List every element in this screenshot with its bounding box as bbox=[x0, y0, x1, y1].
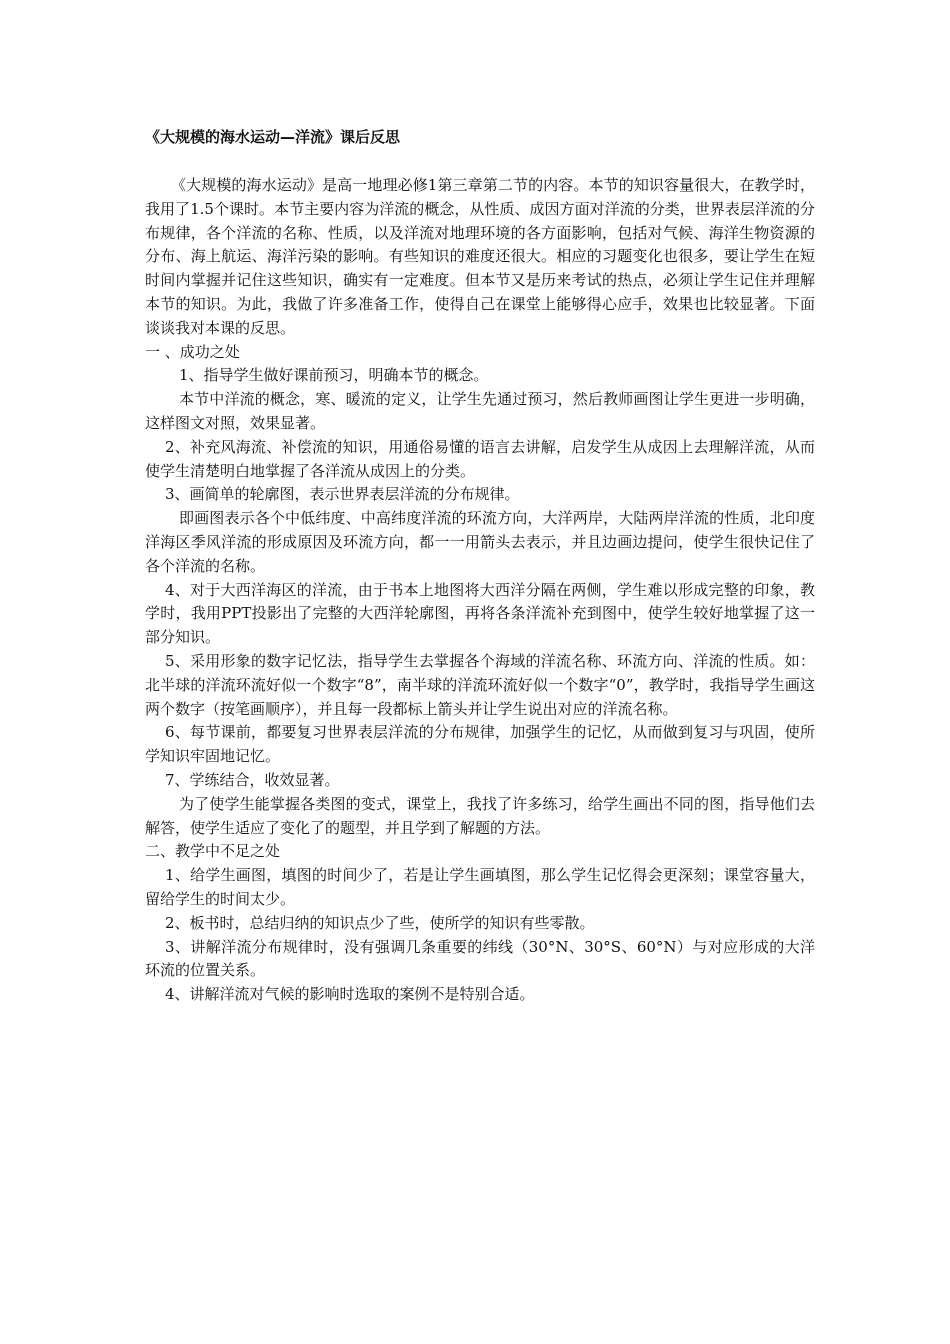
success-item-5: 5、采用形象的数字记忆法，指导学生去掌握各个海域的洋流名称、环流方向、洋流的性质。如：北半球的洋流环流好似一个数字“8”，南半球的洋流环流好似一个数字“0”，教学时，我指导学生画这两个数字（按笔画顺序），并且每一段都标上箭头并让学生说出对应的洋流名称。 bbox=[145, 651, 815, 718]
intro-paragraph: 《大规模的海水运动》是高一地理必修1第三章第二节的内容。本节的知识容量很大，在教学时，我用了1.5个课时。本节主要内容为洋流的概念，从性质、成因方面对洋流的分类，世界表层洋流的分布规律，各个洋流的名称、性质，以及洋流对地理环境的各方面影响，包括对气候、海洋生物资源的分布、海上航运、海洋污染的影响。有些知识的难度还很大。相应的习题变化也很多，要让学生在短时间内掌握并记住这些知识，确实有一定难度。但本节又是历来考试的热点，必须让学生记住并理解本节的知识。为此，我做了许多准备工作，使得自己在课堂上能够得心应手，效果也比较显著。下面谈谈我对本课的反思。 bbox=[145, 176, 815, 337]
success-item-7: 7、学练结合，收效显著。 bbox=[165, 770, 340, 789]
success-item-7-detail: 为了使学生能掌握各类图的变式，课堂上，我找了许多练习，给学生画出不同的图，指导他们去解答，使学生适应了变化了的题型，并且学到了解题的方法。 bbox=[145, 794, 815, 837]
section-heading-shortcomings: 二、教学中不足之处 bbox=[145, 842, 281, 861]
shortcoming-item-1: 1、给学生画图，填图的时间少了，若是让学生画填图，那么学生记忆得会更深刻；课堂容量大，留给学生的时间太少。 bbox=[145, 866, 815, 908]
success-item-1-detail: 本节中洋流的概念，寒、暖流的定义，让学生先通过预习，然后教师画图让学生更进一步明确，这样图文对照，效果显著。 bbox=[145, 390, 815, 432]
success-item-3-detail: 即画图表示各个中低纬度、中高纬度洋流的环流方向，大洋两岸，大陆两岸洋流的性质，北印度洋海区季风洋流的形成原因及环流方向，都一一用箭头去表示，并且边画边提问，使学生很快记住了各个洋流的名称。 bbox=[145, 509, 815, 575]
success-item-6: 6、每节课前，都要复习世界表层洋流的分布规律，加强学生的记忆，从而做到复习与巩固，使所学知识牢固地记忆。 bbox=[145, 723, 815, 766]
success-item-2: 2、补充风海流、补偿流的知识，用通俗易懂的语言去讲解，启发学生从成因上去理解洋流，从而使学生清楚明白地掌握了各洋流从成因上的分类。 bbox=[145, 437, 815, 480]
shortcoming-item-3: 3、讲解洋流分布规律时，没有强调几条重要的纬线（30°N、30°S、60°N）与对应形成的大洋环流的位置关系。 bbox=[145, 937, 815, 980]
shortcoming-item-4: 4、讲解洋流对气候的影响时选取的案例不是特别合适。 bbox=[165, 985, 535, 1004]
document-page bbox=[145, 124, 815, 1007]
section-heading-successes: 一 、成功之处 bbox=[145, 342, 240, 361]
success-item-4: 4、对于大西洋海区的洋流，由于书本上地图将大西洋分隔在两侧，学生难以形成完整的印象，教学时，我用PPT投影出了完整的大西洋轮廓图，再将各条洋流补充到图中，使学生较好地掌握了这一部分知识。 bbox=[145, 580, 815, 647]
document-title: 《大规模的海水运动—洋流》课后反思 bbox=[145, 128, 401, 146]
success-item-3: 3、画简单的轮廓图，表示世界表层洋流的分布规律。 bbox=[165, 485, 520, 504]
success-item-1: 1、指导学生做好课前预习，明确本节的概念。 bbox=[179, 366, 489, 385]
shortcoming-item-2: 2、板书时，总结归纳的知识点少了些，使所学的知识有些零散。 bbox=[165, 913, 595, 932]
